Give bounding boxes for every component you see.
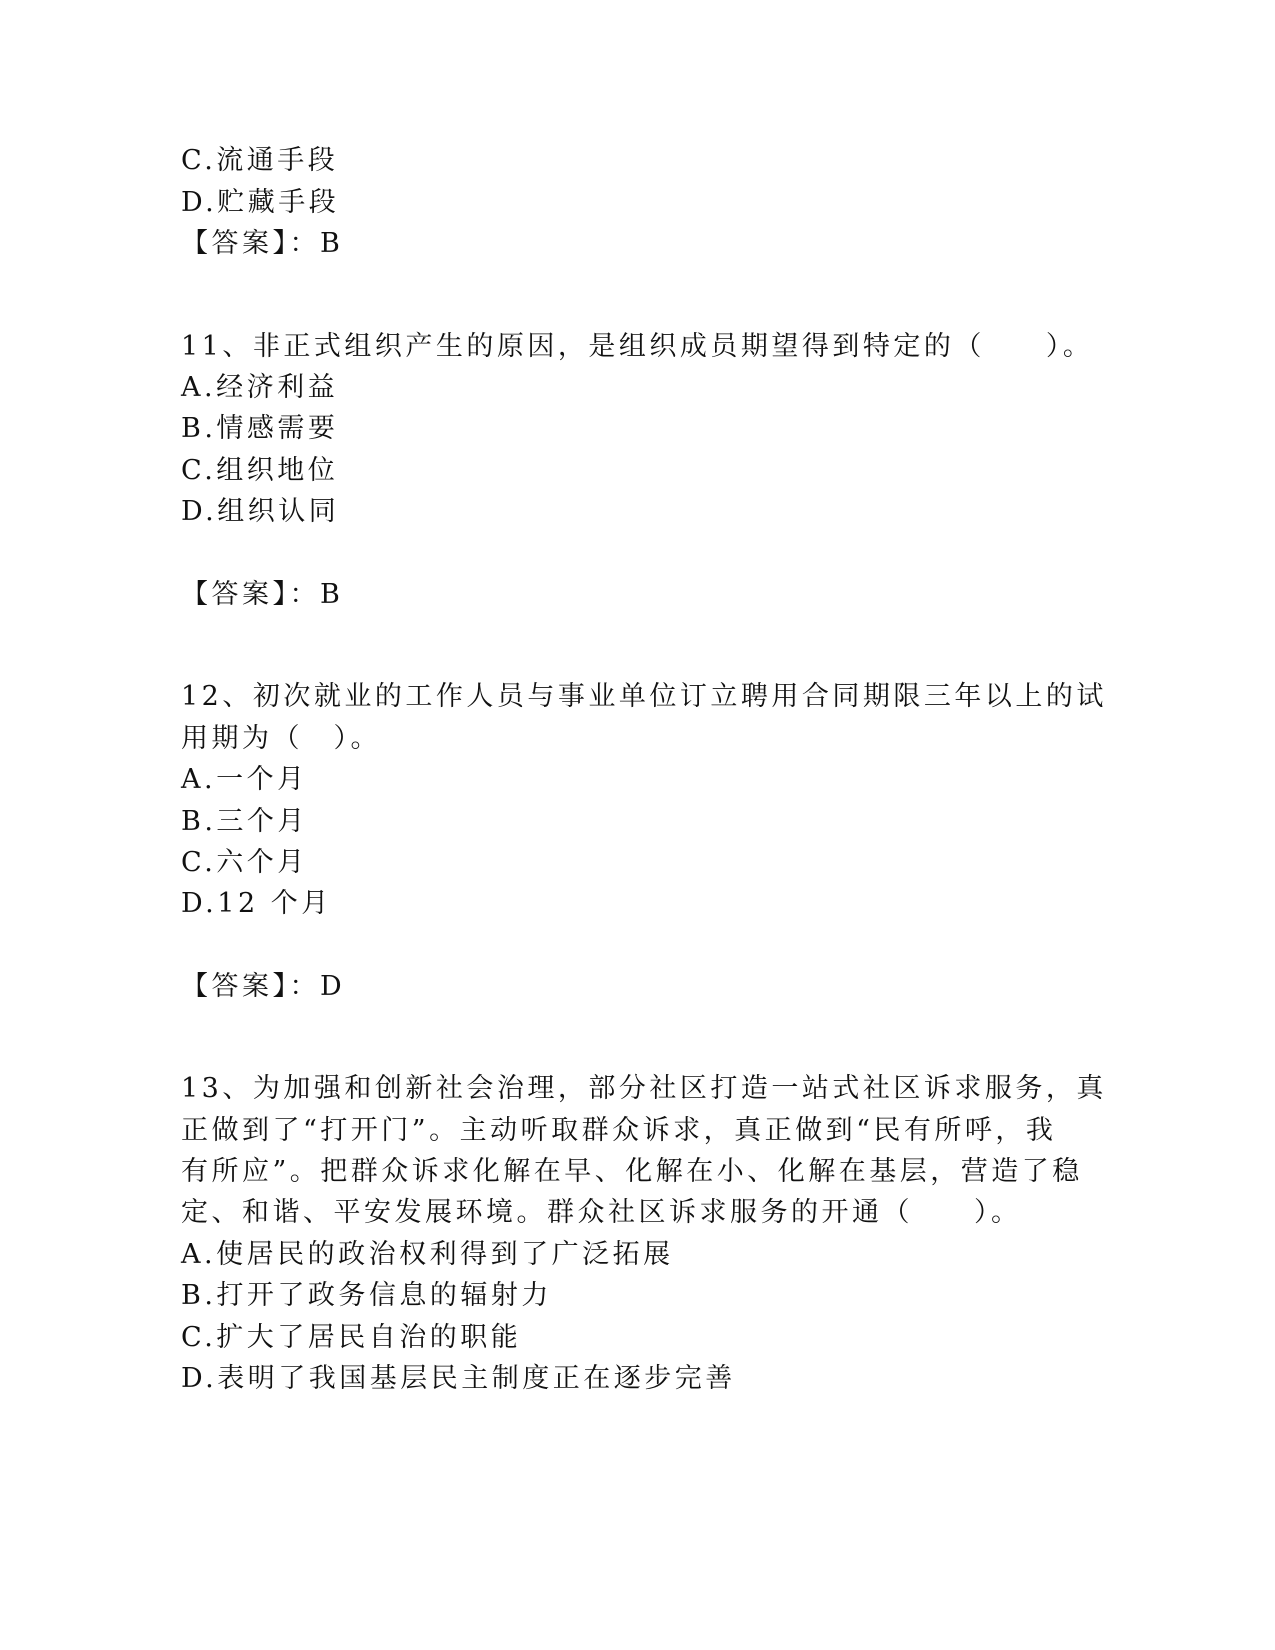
question-11-option-d: D.组织认同: [181, 496, 340, 527]
question-12-stem-line-1: 12、初次就业的工作人员与事业单位订立聘用合同期限三年以上的试: [181, 681, 1107, 712]
question-13-stem-line-2: 正做到了“打开门”。主动听取群众诉求，真正做到“民有所呼，我: [181, 1115, 1057, 1146]
question-12-option-a: A.一个月: [181, 764, 308, 795]
option-d-prev: D.贮藏手段: [181, 187, 340, 218]
question-13-stem-line-3: 有所应”。把群众诉求化解在早、化解在小、化解在基层，营造了稳: [181, 1156, 1083, 1187]
question-12-option-b: B.三个月: [181, 806, 308, 837]
question-12-answer: 【答案】：D: [181, 971, 346, 1002]
question-12-option-d: D.12 个月: [181, 888, 332, 919]
question-11-option-c: C.组织地位: [181, 455, 339, 486]
question-13-stem-line-4: 定、和谐、平安发展环境。群众社区诉求服务的开通（ ）。: [181, 1197, 1022, 1228]
question-13-option-b: B.打开了政务信息的辐射力: [181, 1280, 552, 1311]
question-13-stem-line-1: 13、为加强和创新社会治理，部分社区打造一站式社区诉求服务，真: [181, 1073, 1107, 1104]
question-11-option-b: B.情感需要: [181, 413, 339, 444]
question-11-option-a: A.经济利益: [181, 372, 339, 403]
question-12-option-c: C.六个月: [181, 847, 308, 878]
question-12-stem-line-2: 用期为（ ）。: [181, 723, 381, 754]
question-11-answer: 【答案】：B: [181, 579, 344, 610]
question-13-option-d: D.表明了我国基层民主制度正在逐步完善: [181, 1363, 736, 1394]
question-13-option-c: C.扩大了居民自治的职能: [181, 1322, 522, 1353]
answer-prev: 【答案】：B: [181, 228, 344, 259]
question-11-stem: 11、非正式组织产生的原因，是组织成员期望得到特定的（ ）。: [181, 331, 1094, 362]
question-13-option-a: A.使居民的政治权利得到了广泛拓展: [181, 1239, 674, 1270]
option-c-prev: C.流通手段: [181, 145, 339, 176]
